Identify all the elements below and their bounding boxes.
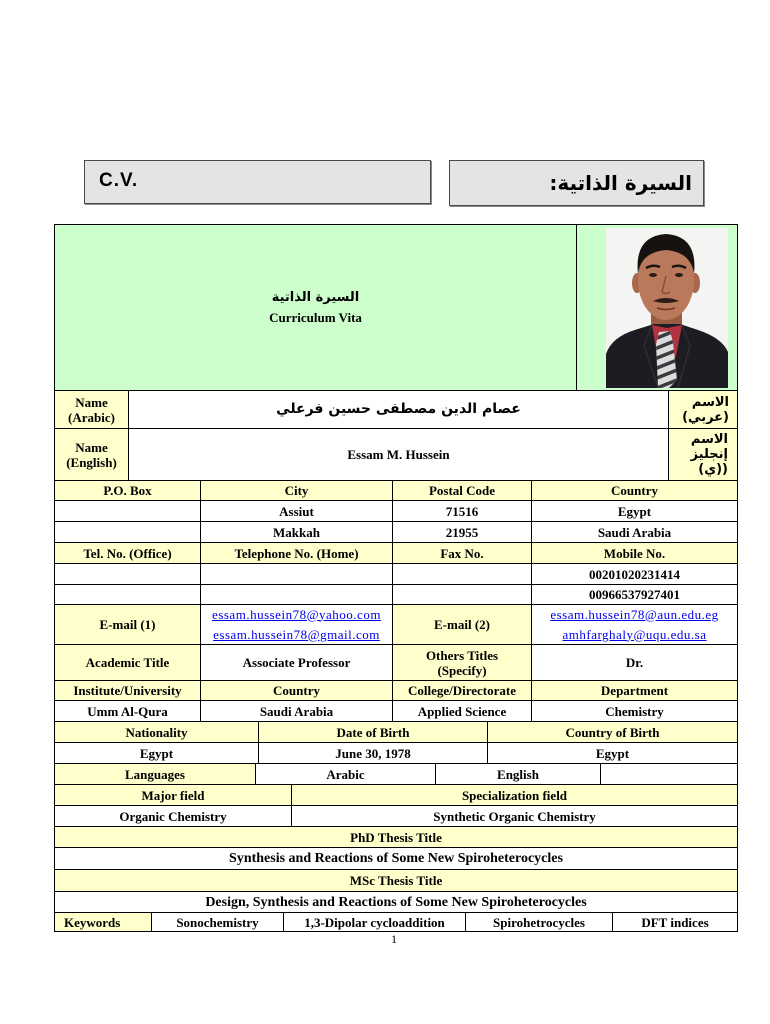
language-cell: Arabic <box>256 764 436 785</box>
name-arabic-value: عصام الدين مصطفى حسين فرعلي <box>129 391 669 429</box>
email-link[interactable]: essam.hussein78@aun.edu.eg <box>550 606 719 622</box>
cv-header-box <box>84 160 431 204</box>
language-cell <box>601 764 738 785</box>
profile-photo <box>606 228 728 388</box>
keyword-cell: Sonochemistry <box>152 913 284 932</box>
phone-cell: 00966537927401 <box>532 585 738 605</box>
name-english-value: Essam M. Hussein <box>129 429 669 481</box>
fields-section <box>54 785 738 827</box>
institution-header: Institute/University <box>55 681 201 701</box>
address-cell: 71516 <box>393 501 532 522</box>
address-cell <box>55 501 201 522</box>
phone-cell <box>393 564 532 585</box>
birth-header: Date of Birth <box>259 722 488 743</box>
academic-title-label: Academic Title <box>55 645 201 681</box>
phone-cell: 00201020231414 <box>532 564 738 585</box>
address-cell: 21955 <box>393 522 532 543</box>
language-cell: English <box>436 764 601 785</box>
email-link[interactable]: essam.hussein78@yahoo.com <box>212 606 381 622</box>
cv-header-box-arabic <box>449 160 704 206</box>
birth-header: Nationality <box>55 722 259 743</box>
keyword-cell: DFT indices <box>613 913 738 932</box>
birth-cell: Egypt <box>488 743 738 764</box>
phone-cell <box>55 564 201 585</box>
name-english-label-ar-line: إنجليز <box>690 447 728 462</box>
email-1-values <box>201 605 393 645</box>
email-1-label: E-mail (1) <box>55 605 201 645</box>
email-2-label: E-mail (2) <box>393 605 532 645</box>
birth-cell: Egypt <box>55 743 259 764</box>
name-arabic-label-ar: الاسم (عربي) <box>682 394 729 425</box>
title-cell <box>55 225 577 391</box>
address-header: Country <box>532 481 738 501</box>
other-titles-value: Dr. <box>532 645 738 681</box>
cv-header-label: C.V. <box>99 170 139 191</box>
birth-header: Country of Birth <box>488 722 738 743</box>
institution-header: College/Directorate <box>393 681 532 701</box>
thesis-section <box>54 827 738 913</box>
msc-thesis-title: Design, Synthesis and Reactions of Some New Spiroheterocycles <box>55 892 738 913</box>
phone-header: Fax No. <box>393 543 532 564</box>
email-link[interactable]: amhfarghaly@uqu.edu.sa <box>562 626 707 642</box>
major-field-header: Major field <box>55 785 292 806</box>
languages-section <box>54 764 738 785</box>
phone-cell <box>55 585 201 605</box>
name-arabic-label-ar-cell <box>669 391 738 429</box>
address-cell <box>55 522 201 543</box>
msc-thesis-label: MSc Thesis Title <box>55 870 738 892</box>
phd-thesis-label: PhD Thesis Title <box>55 827 738 848</box>
birth-section <box>54 722 738 764</box>
address-cell: Makkah <box>201 522 393 543</box>
specialization-field-header: Specialization field <box>292 785 738 806</box>
cv-table <box>54 224 738 932</box>
address-cell: Assiut <box>201 501 393 522</box>
keywords-label: Keywords <box>55 913 152 932</box>
institution-cell: Applied Science <box>393 701 532 722</box>
address-header: P.O. Box <box>55 481 201 501</box>
institution-cell: Umm Al-Qura <box>55 701 201 722</box>
email-link[interactable]: essam.hussein78@gmail.com <box>213 626 380 642</box>
institution-header: Department <box>532 681 738 701</box>
languages-label: Languages <box>55 764 256 785</box>
phone-header: Telephone No. (Home) <box>201 543 393 564</box>
phone-cell <box>393 585 532 605</box>
phd-thesis-title: Synthesis and Reactions of Some New Spiroheterocycles <box>55 848 738 870</box>
name-english-label: Name (English) <box>55 429 129 481</box>
institution-cell: Saudi Arabia <box>201 701 393 722</box>
name-section <box>54 391 738 481</box>
title-english: Curriculum Vita <box>269 309 362 325</box>
phone-cell <box>201 585 393 605</box>
title-section <box>54 224 738 391</box>
institution-header: Country <box>201 681 393 701</box>
address-header: Postal Code <box>393 481 532 501</box>
name-arabic-label: Name (Arabic) <box>55 391 129 429</box>
address-cell: Egypt <box>532 501 738 522</box>
address-cell: Saudi Arabia <box>532 522 738 543</box>
keywords-section <box>54 913 738 932</box>
major-field-value: Organic Chemistry <box>55 806 292 827</box>
name-english-label-ar-line: (ي)) <box>698 462 728 477</box>
keyword-cell: 1,3-Dipolar cycloaddition <box>284 913 466 932</box>
email-2-values <box>532 605 738 645</box>
institution-cell: Chemistry <box>532 701 738 722</box>
specialization-field-value: Synthetic Organic Chemistry <box>292 806 738 827</box>
page-number: 1 <box>391 932 397 946</box>
cv-header-label-arabic: السيرة الذاتية: <box>549 171 692 195</box>
phone-header: Mobile No. <box>532 543 738 564</box>
title-arabic: السيرة الذاتية <box>271 289 360 305</box>
keyword-cell: Spirohetrocycles <box>466 913 613 932</box>
name-english-label-ar-line: الاسم <box>690 432 728 447</box>
birth-cell: June 30, 1978 <box>259 743 488 764</box>
other-titles-label: Others Titles (Specify) <box>393 645 532 681</box>
phone-cell <box>201 564 393 585</box>
photo-cell <box>577 225 738 391</box>
phone-header: Tel. No. (Office) <box>55 543 201 564</box>
address-header: City <box>201 481 393 501</box>
contact-section <box>54 481 738 722</box>
academic-title-value: Associate Professor <box>201 645 393 681</box>
name-english-label-ar-cell <box>669 429 738 481</box>
